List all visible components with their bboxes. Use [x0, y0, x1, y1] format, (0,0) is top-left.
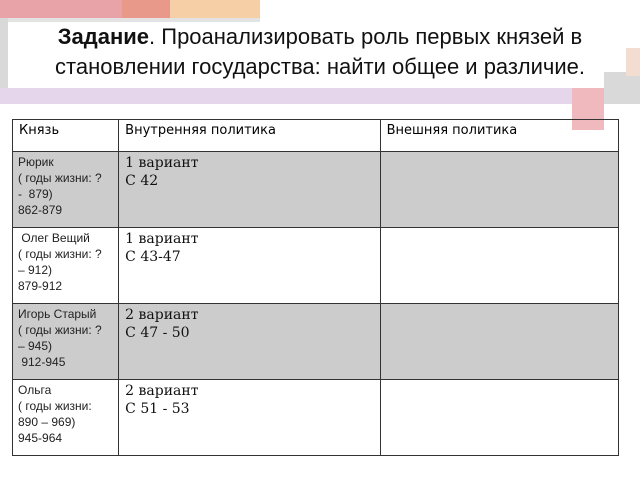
prince-life-line: ( годы жизни: ?	[18, 247, 102, 261]
prince-life-line: ( годы жизни: ?	[18, 171, 102, 185]
variant-label: 2 вариант	[125, 383, 199, 399]
prince-life-line: – 945)	[18, 339, 53, 353]
prince-name: Олег Вещий	[18, 231, 90, 245]
header-internal-policy: Внутренняя политика	[119, 120, 380, 152]
prince-cell	[13, 304, 119, 380]
table-row	[13, 152, 619, 228]
prince-cell	[13, 228, 119, 304]
title-line2: становлении государства: найти общее и различие.	[55, 54, 585, 79]
internal-policy-cell[interactable]	[119, 152, 380, 228]
external-policy-cell[interactable]	[380, 228, 618, 304]
prince-life-line: – 912)	[18, 263, 53, 277]
external-policy-cell[interactable]	[380, 380, 618, 456]
internal-policy-cell[interactable]	[119, 228, 380, 304]
external-policy-cell[interactable]	[380, 304, 618, 380]
variant-label: 1 вариант	[125, 155, 199, 171]
external-policy-cell[interactable]	[380, 152, 618, 228]
prince-reign: 862-879	[18, 203, 63, 217]
prince-cell	[13, 380, 119, 456]
table-row	[13, 304, 619, 380]
prince-reign: 945-964	[18, 431, 63, 445]
prince-cell	[13, 152, 119, 228]
princes-table	[12, 119, 619, 456]
page-title	[0, 22, 640, 82]
deco-lavender-band	[0, 88, 604, 104]
page-ref: С 51 - 53	[125, 401, 190, 417]
deco-salmon-square	[122, 0, 170, 18]
page-ref: С 42	[125, 173, 159, 189]
prince-name: Рюрик	[18, 155, 54, 169]
prince-reign: 879-912	[18, 279, 63, 293]
deco-peach-bar	[170, 0, 260, 18]
prince-name: Ольга	[18, 383, 52, 397]
page-ref: С 47 - 50	[125, 325, 190, 341]
internal-policy-cell[interactable]	[119, 304, 380, 380]
page-ref: С 43-47	[125, 249, 181, 265]
deco-pink-bar	[0, 0, 122, 18]
internal-policy-cell[interactable]	[119, 380, 380, 456]
table-row	[13, 380, 619, 456]
title-line1: . Проанализировать роль первых князей в	[149, 24, 583, 49]
prince-name: Игорь Старый	[18, 307, 97, 321]
prince-life-line: ( годы жизни:	[18, 399, 92, 413]
prince-life-line: ( годы жизни: ?	[18, 323, 102, 337]
prince-life-line: - 879)	[18, 187, 53, 201]
prince-life-line: 890 – 969)	[18, 415, 76, 429]
header-external-policy: Внешняя политика	[380, 120, 618, 152]
variant-label: 1 вариант	[125, 231, 199, 247]
table-header-row	[13, 120, 619, 152]
table-row	[13, 228, 619, 304]
prince-reign: 912-945	[18, 355, 66, 369]
header-prince: Князь	[13, 120, 119, 152]
title-bold: Задание	[57, 24, 150, 49]
variant-label: 2 вариант	[125, 307, 199, 323]
